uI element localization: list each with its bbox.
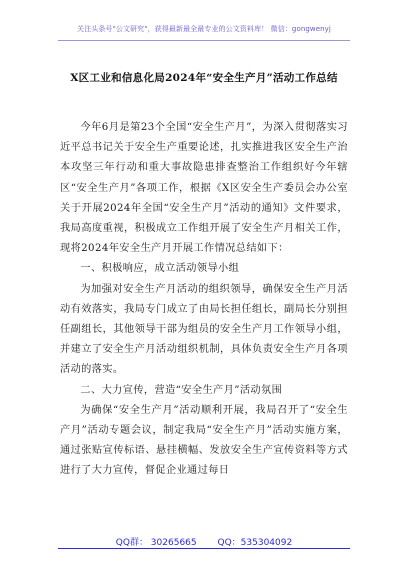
intro-paragraph: 今年6月是第23个全国“安全生产月”，为深入贯彻落实习近平总书记关于安全生产重要论述，扎实推进我区安全生产治本攻坚三年行动和重大事故隐患排查整治工作组织好今年辖区“安全生产月”各项工作，根据《X区安全生产委员会办公室关于开展2024年全国“安全生产月”活动的通知》文件要求，我局高度重视，积极成立工作组开展了安全生产月相关工作，现将2024年安全生产月开展工作情况总结如下：	[60, 122, 348, 255]
section-2-paragraph: 为确保“安全生产月”活动顺利开展，我局召开了“安全生产月”活动专题会议，制定我局“安全生产月”活动实施方案，通过张贴宣传标语、悬挂横幅、发放安全生产宣传资料等方式进行了大力宣传，督促企业通过每日	[60, 404, 348, 477]
header-divider	[58, 40, 350, 41]
section-heading-2: 二、大力宣传，营造“安全生产月”活动氛围	[80, 384, 283, 396]
contact-footer	[0, 535, 408, 548]
footer-divider	[58, 548, 350, 549]
qq-number: QQ：535304092	[217, 538, 293, 548]
document-title: X区工业和信息化局2024年“安全生产月”活动工作总结	[70, 72, 338, 84]
section-1-paragraph: 为加强对安全生产月活动的组织领导，确保安全生产月活动有效落实，我局专门成立了由局长担任组长，副局长分别担任副组长，其他领导干部为组员的安全生产月工作领导小组，并建立了安全生产月活动组织机制，具体负责安全生产月各项活动的落实。	[60, 283, 348, 376]
document-body	[60, 118, 348, 482]
qq-group-number: QQ群： 30265665	[115, 538, 197, 548]
section-heading-1: 一、积极响应，成立活动领导小组	[80, 263, 240, 275]
promo-banner: 关注头条号"公文研究"，获得最新最全最专业的公文资料库！ 微信：gongwenyj	[77, 25, 331, 33]
